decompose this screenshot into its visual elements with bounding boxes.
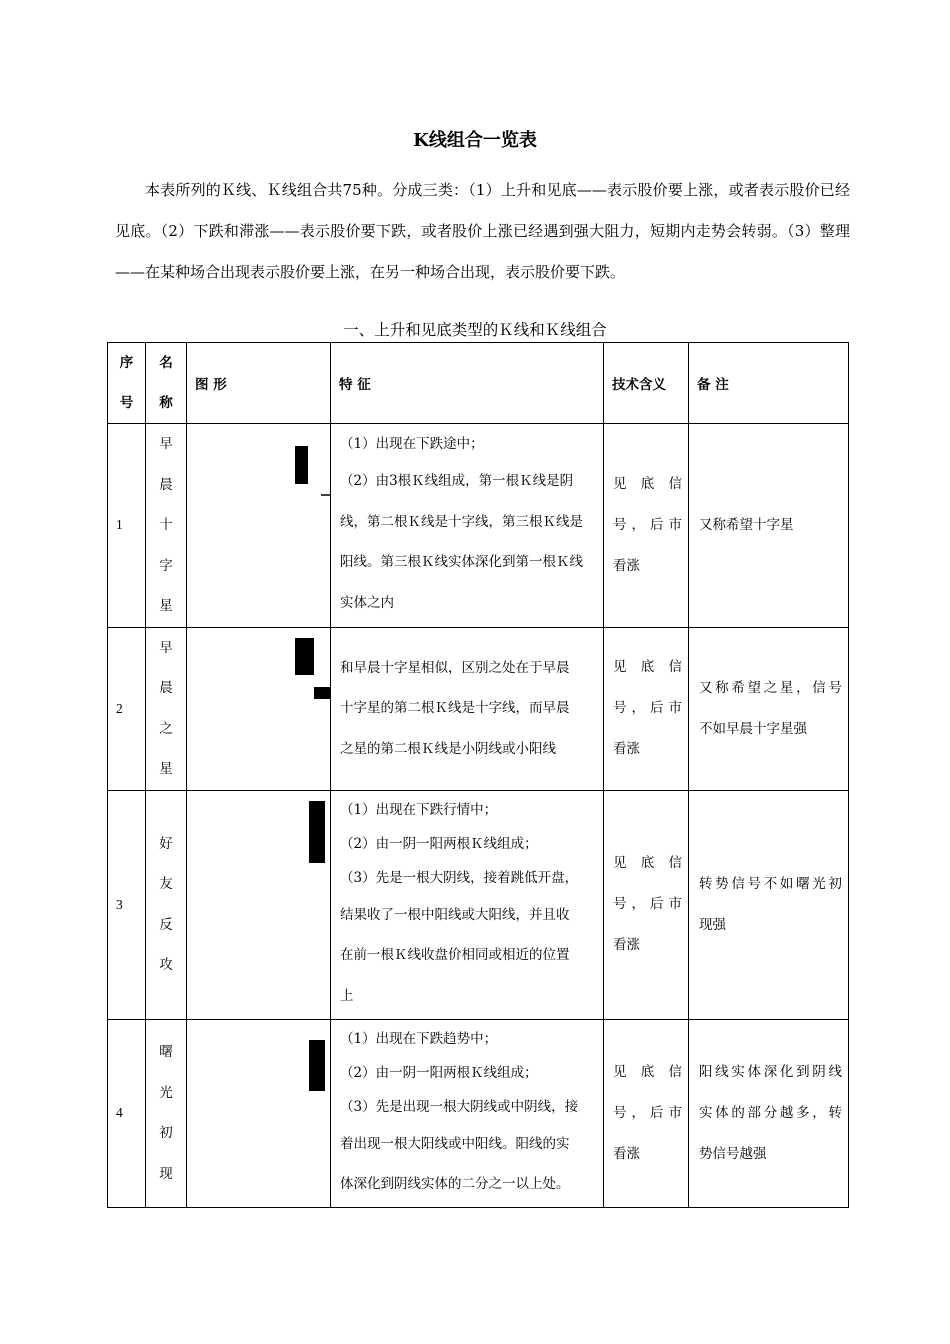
name-char: 晨 xyxy=(159,680,173,696)
feature-line: （2）由一阴一阳两根Ｋ线组成； xyxy=(340,1064,538,1081)
name-char: 现 xyxy=(159,1165,173,1182)
feature-line: （1）出现在下跌趋势中； xyxy=(340,1030,498,1047)
row-remark xyxy=(689,1019,849,1207)
bullish-counterattack-figure xyxy=(187,791,331,1020)
header-name-1: 名 xyxy=(159,355,173,371)
feature-line: 实体之内 xyxy=(340,594,394,611)
name-char: 曙 xyxy=(159,1044,173,1060)
meaning-line: 见 底 信 xyxy=(613,1063,682,1080)
feature-line: 和早晨十字星相似，区别之处在于早晨 xyxy=(340,659,570,676)
header-seq-1: 序 xyxy=(119,355,134,371)
remark-line: 又称希望之星，信号 xyxy=(699,679,842,696)
name-char: 早 xyxy=(159,436,173,452)
header-seq xyxy=(108,343,146,424)
bearish-candle xyxy=(295,446,308,484)
table-row xyxy=(108,424,849,628)
table-row xyxy=(108,1019,849,1207)
meaning-line: 见 底 信 xyxy=(613,855,682,871)
feature-line: 结果收了一根中阳线或大阳线，并且收 xyxy=(340,906,570,923)
header-feature: 特 征 xyxy=(331,343,604,424)
feature-line: （3）先是一根大阴线，接着跳低开盘， xyxy=(340,869,579,886)
row-name xyxy=(146,790,187,1019)
morning-star-figure xyxy=(187,628,331,788)
name-char: 星 xyxy=(159,761,173,777)
table-header-row xyxy=(108,343,849,424)
doji-morning-star-figure xyxy=(187,424,331,626)
row-feature xyxy=(331,424,604,628)
meaning-line: 号，后市 xyxy=(613,516,682,533)
remark-line: 转势信号不如曙光初 xyxy=(699,875,842,892)
meaning-line: 看涨 xyxy=(613,557,640,574)
row-meaning xyxy=(604,1019,689,1207)
intro-text: 本表所列的Ｋ线、Ｋ线组合共75种。分成三类：（1）上升和见底——表示股价要上涨，或者表示股价已经见底。（2）下跌和滞涨——表示股价要下跌，或者股价上涨已经遇到强大阻力，短期内走势会转弱。（3）整理——在某种场合出现表示股价要上涨，在另一种场合出现，表示股价要下跌。 xyxy=(115,181,850,281)
row-number: 3 xyxy=(108,790,146,1019)
remark-line: 阳线实体深化到阴线 xyxy=(699,1063,842,1080)
name-char: 攻 xyxy=(159,957,173,973)
remark-line: 不如早晨十字星强 xyxy=(699,720,807,737)
table-row xyxy=(108,790,849,1019)
bearish-candle xyxy=(309,1040,325,1091)
remark-line: 又称希望十字星 xyxy=(699,516,794,533)
meaning-line: 看涨 xyxy=(613,741,640,757)
meaning-line: 看涨 xyxy=(613,1145,640,1162)
row-feature xyxy=(331,627,604,790)
name-char: 之 xyxy=(159,720,173,737)
name-char: 友 xyxy=(159,876,173,892)
feature-line: 着出现一根大阳线或中阳线。阳线的实 xyxy=(340,1135,570,1152)
meaning-line: 见 底 信 xyxy=(613,659,682,675)
name-char: 好 xyxy=(159,835,173,852)
remark-line: 势信号越强 xyxy=(699,1145,767,1162)
name-char: 星 xyxy=(159,598,173,614)
kline-table xyxy=(107,342,849,1208)
bearish-candle xyxy=(309,801,325,863)
row-remark xyxy=(689,790,849,1019)
feature-line: （3）先是出现一根大阴线或中阴线，接 xyxy=(340,1098,579,1115)
row-meaning xyxy=(604,790,689,1019)
name-char: 字 xyxy=(159,557,173,574)
meaning-line: 号，后市 xyxy=(613,896,682,912)
header-name xyxy=(146,343,187,424)
row-number: 4 xyxy=(108,1019,146,1207)
row-figure xyxy=(187,424,331,628)
row-name xyxy=(146,424,187,628)
meaning-line: 看涨 xyxy=(613,937,640,953)
row-figure xyxy=(187,627,331,790)
table-row xyxy=(108,627,849,790)
remark-line: 实体的部分越多，转 xyxy=(699,1104,842,1121)
row-feature xyxy=(331,790,604,1019)
remark-line: 现强 xyxy=(699,916,726,933)
row-number: 2 xyxy=(108,627,146,790)
piercing-line-figure xyxy=(187,1020,331,1208)
feature-line: 阳线。第三根Ｋ线实体深化到第一根Ｋ线 xyxy=(340,554,583,571)
feature-line: 上 xyxy=(340,987,354,1004)
bearish-candle xyxy=(295,638,314,675)
meaning-line: 号，后市 xyxy=(613,700,682,716)
row-meaning xyxy=(604,627,689,790)
header-seq-2: 号 xyxy=(119,395,134,411)
feature-line: 十字星的第二根Ｋ线是十字线，而早晨 xyxy=(340,700,570,717)
feature-line: （1）出现在下跌途中； xyxy=(340,436,484,453)
feature-line: （2）由3根Ｋ线组成，第一根Ｋ线是阴 xyxy=(340,473,574,490)
row-number: 1 xyxy=(108,424,146,628)
name-char: 十 xyxy=(159,517,173,533)
header-figure: 图 形 xyxy=(187,343,331,424)
name-char: 初 xyxy=(159,1125,173,1141)
row-meaning xyxy=(604,424,689,628)
feature-line: 在前一根Ｋ线收盘价相同或相近的位置 xyxy=(340,947,570,964)
section-title: 一、上升和见底类型的Ｋ线和Ｋ线组合 xyxy=(343,321,607,339)
row-figure xyxy=(187,790,331,1019)
header-remark: 备 注 xyxy=(689,343,849,424)
name-char: 早 xyxy=(159,639,173,656)
name-char: 反 xyxy=(159,916,173,933)
meaning-line: 见 底 信 xyxy=(613,475,682,492)
row-name xyxy=(146,1019,187,1207)
meaning-line: 号，后市 xyxy=(613,1104,682,1121)
row-name xyxy=(146,627,187,790)
row-figure xyxy=(187,1019,331,1207)
name-char: 晨 xyxy=(159,476,173,493)
header-name-2: 称 xyxy=(159,395,173,411)
row-feature xyxy=(331,1019,604,1207)
small-candle-body xyxy=(314,687,331,699)
feature-line: 体深化到阴线实体的二分之一以上处。 xyxy=(340,1176,570,1192)
feature-line: 线，第二根Ｋ线是十字线，第三根Ｋ线是 xyxy=(340,513,583,530)
document-title: K线组合一览表 xyxy=(413,130,537,151)
row-remark xyxy=(689,424,849,628)
feature-line: （2）由一阴一阳两根Ｋ线组成； xyxy=(340,835,538,852)
header-meaning: 技术含义 xyxy=(604,343,689,424)
intro-paragraph xyxy=(115,170,850,293)
row-remark xyxy=(689,627,849,790)
feature-line: 之星的第二根Ｋ线是小阴线或小阳线 xyxy=(340,740,556,757)
feature-line: （1）出现在下跌行情中； xyxy=(340,801,498,818)
name-char: 光 xyxy=(159,1084,173,1101)
